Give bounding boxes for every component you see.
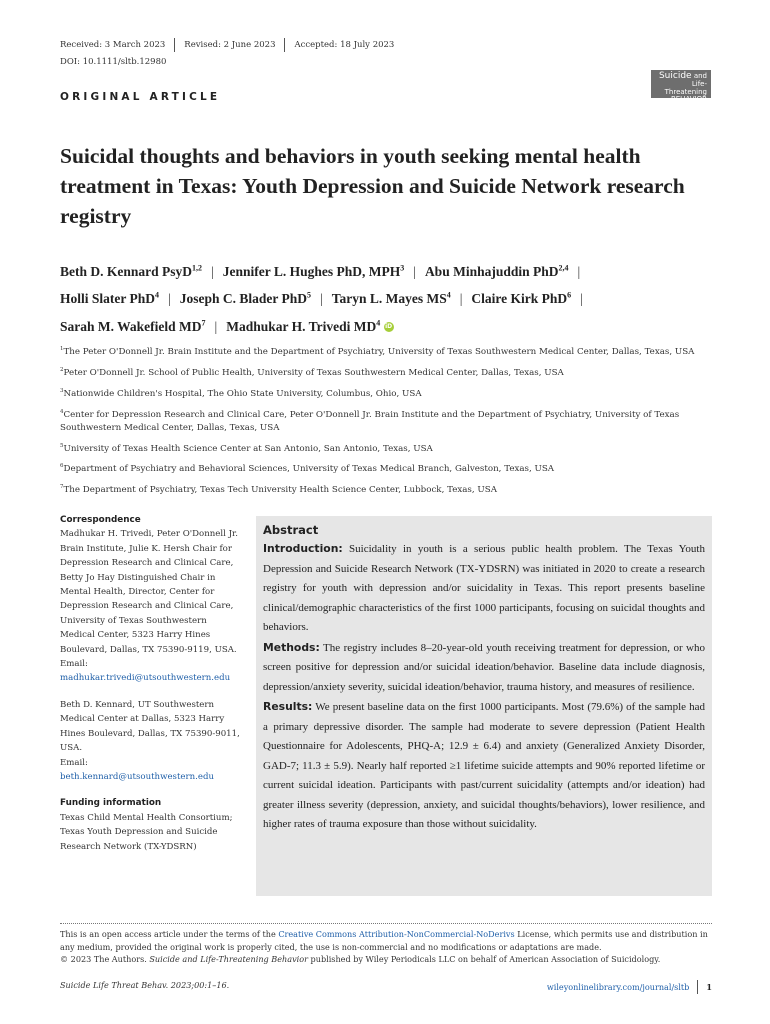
author[interactable]: Holli Slater PhD$^4$ <box>60 290 160 306</box>
correspondence-block: Beth D. Kennard, UT Southwestern Medical Center at Dallas, 5323 Harry Hines Boulevard, Dallas, TX 75390-9011, USA. Email: beth.kennard@utsouthwestern.edu <box>60 699 240 782</box>
divider <box>60 923 712 924</box>
citation: Suicide Life Threat Behav. 2023;00:1–16. <box>60 980 230 990</box>
affiliation: $^6$Department of Psychiatry and Behavioral Sciences, University of Texas Medical Branch, Galveston, Texas, USA <box>60 463 555 475</box>
revised-date: Revised: 2 June 2023 <box>184 40 276 50</box>
abstract-heading: Abstract <box>263 523 319 537</box>
correspondence-sidebar <box>60 513 240 866</box>
article-type: ORIGINAL ARTICLE <box>60 91 221 103</box>
divider <box>284 38 285 52</box>
author-list: Beth D. Kennard PsyD$^{1,2}$ | Jennifer L. Hughes PhD, MPH$^3$ | Abu Minhajuddin PhD$^{2,4}$ | Holli Slater PhD$^4$ | Joseph C. Blader PhD$^5$ | Taryn L. Mayes $MS^4$ | Claire Kirk PhD$^6$ | Sarah M. Wakefield $MD^7$ | Madhukar H. Trivedi $MD^4$ iD <box>60 263 583 334</box>
author[interactable]: Beth D. Kennard PsyD$^{1,2}$ <box>60 263 203 279</box>
author[interactable]: Abu Minhajuddin PhD$^{2,4}$ <box>424 263 569 279</box>
correspondence-heading: Correspondence <box>60 515 141 525</box>
journal-logo: Suicide and Life-Threatening BEHAVIOR <box>651 70 711 98</box>
abstract-results: Results: We present baseline data on the first 1000 participants. Most (79.6%) of the sample had a primary depressive disorder. The sample had moderate to severe depression (Patient Health Questionnaire for Adolescents, PHQ-A; 12.9 ± 6.4) and anxiety (Generalized Anxiety Disorder, GAD-7; 11.3 ± 5.9). Nearly half reported ≥1 lifetime suicide attempts and 90% reported lifetime or current suicidal ideation. Participants with past/current suicidality (attempts and/or ideation) had greater illness severity (depression, anxiety, and suicidal thoughts/behaviors), lower resilience, and higher rates of trauma exposure than those without suicidality. <box>263 700 705 830</box>
affiliation: $^3$Nationwide Children's Hospital, The Ohio State University, Columbus, Ohio, USA <box>60 387 422 399</box>
article-dates <box>60 38 394 52</box>
abstract-methods: Methods: The registry includes 8–20-year-old youth receiving treatment for depression, or who screen positive for depression and/or suicidal ideation/behavior. Baseline data include diagnosis, depression/anxiety severity, suicidal ideation/behavior, trauma history, and measures of resilience. <box>263 640 705 693</box>
accepted-date: Accepted: 18 July 2023 <box>294 40 395 50</box>
abstract-box <box>256 516 712 896</box>
email-link[interactable]: madhukar.trivedi@utsouthwestern.edu <box>60 673 231 684</box>
abstract-introduction: Introduction: Suicidality in youth is a serious public health problem. The Texas Youth Depression and Suicide Research Network (TX-YDSRN) was initiated in 2020 to create a research registry for youth with depression and/or suicidality in Texas. This report presents baseline clinical/demographic characteristics of the first 1000 participants, focusing on suicidal thoughts and behaviors. <box>263 542 705 633</box>
author[interactable]: Sarah M. Wakefield $MD^7$ <box>60 318 206 334</box>
orcid-icon[interactable]: iD <box>385 323 393 331</box>
correspondence-block: Madhukar H. Trivedi, Peter O'Donnell Jr. Brain Institute, Julie K. Hersh Chair for Depression Research and Clinical Care, Betty Jo Hay Distinguished Chair in Mental Health, Director, Center for Depression Research and Clinical Care, University of Texas Southwestern Medical Center, 5323 Harry Hines Boulevard, Dallas, TX 75390-9119, USA. Email: madhukar.trivedi@utsouthwestern.edu <box>60 529 238 684</box>
author[interactable]: Madhukar H. Trivedi $MD^4$ <box>226 318 381 334</box>
affiliation: $^7$The Department of Psychiatry, Texas Tech University Health Science Center, Lubbock, Texas, USA <box>60 484 497 496</box>
affiliation: $^1$The Peter O'Donnell Jr. Brain Institute and the Department of Psychiatry, University of Texas Southwestern Medical Center, Dallas, Texas, USA <box>60 346 695 357</box>
affiliations <box>60 343 720 502</box>
author[interactable]: Jennifer L. Hughes PhD, MPH$^3$ <box>222 263 405 279</box>
funding-text: Texas Child Mental Health Consortium; Texas Youth Depression and Suicide Research Network (TX-YDSRN) <box>60 812 233 852</box>
affiliation: $^2$Peter O'Donnell Jr. School of Public Health, University of Texas Southwestern Medical Center, Dallas, Texas, USA <box>60 366 564 378</box>
funding-heading: Funding information <box>60 798 162 809</box>
page-number: 1 <box>706 982 712 992</box>
license-notice: This is an open access article under the terms of the Creative Commons Attribution-NonCommercial-NoDerivs License, which permits use and distribution in any medium, provided the original work is properly cited, the use is non-commercial and no modifications or adaptations are made. © 2023 The Authors. Suicide and Life-Threatening Behavior published by Wiley Periodicals LLC on behalf of American Association of Suicidology. <box>60 929 708 964</box>
received-date: Received: 3 March 2023 <box>60 40 166 50</box>
journal-url-link[interactable]: wileyonlinelibrary.com/journal/sltb <box>546 982 690 992</box>
email-link[interactable]: beth.kennard@utsouthwestern.edu <box>60 771 214 782</box>
divider <box>697 980 698 994</box>
affiliation: $^5$University of Texas Health Science Center at San Antonio, San Antonio, Texas, USA <box>60 442 433 454</box>
license-link[interactable]: Creative Commons Attribution-NonCommercial-NoDerivs <box>278 929 515 939</box>
article-title: Suicidal thoughts and behaviors in youth seeking mental health treatment in Texas: Youth Depression and Suicide Network research registry <box>60 144 685 228</box>
divider <box>174 38 175 52</box>
author[interactable]: Joseph C. Blader PhD$^5$ <box>179 290 311 306</box>
author[interactable]: Taryn L. Mayes $MS^4$ <box>331 290 451 306</box>
affiliation: $^4$Center for Depression Research and Clinical Care, Peter O'Donnell Jr. Brain Institute and the Department of Psychiatry, University of Texas Southwestern Medical Center, Dallas, Texas, USA <box>60 408 680 433</box>
doi[interactable]: DOI: 10.1111/sltb.12980 <box>60 57 167 67</box>
author[interactable]: Claire Kirk PhD$^6$ <box>471 290 572 306</box>
